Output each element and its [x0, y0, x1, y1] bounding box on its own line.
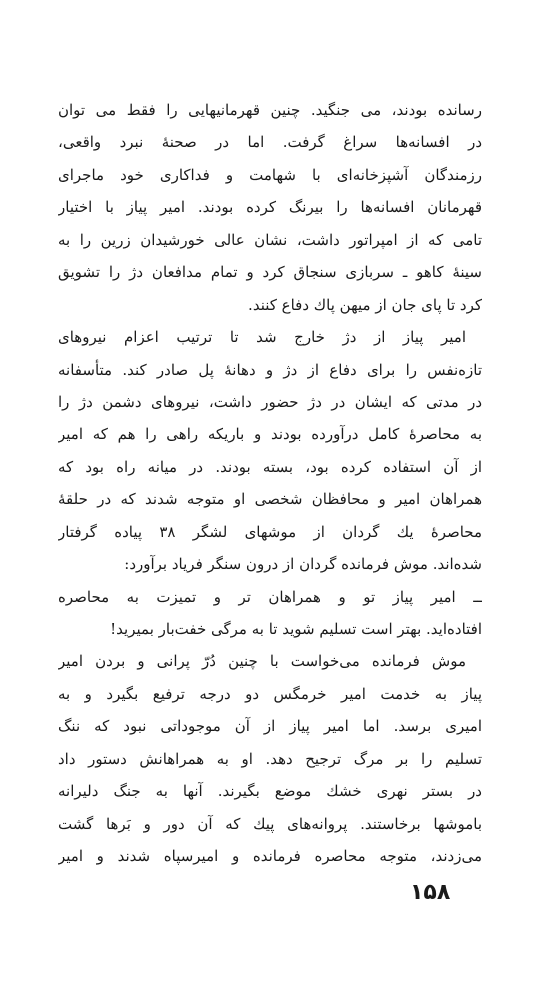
- text-line-5: تامی که از امپراتور داشت، نشان عالی خورشیدان زرین را به: [58, 230, 482, 249]
- text-line-6: سینهٔ کاهو ـ سربازی سنجاق کرد و تمام مدافعان دژ را تشویق: [58, 263, 482, 282]
- text-line-8: امیر پیاز از دژ خارج شد تا ترتیب اعزام نیروهای: [58, 328, 466, 347]
- text-line-12: از آن استفاده کرده بود، بسته بودند. در میانه راه بود که: [58, 457, 482, 476]
- text-line-10: در مدتی که ایشان در دژ حضور داشت، نیروهای دشمن دژ را: [58, 392, 482, 411]
- text-line-20: امیری برسد. اما امیر پیاز از آن موجوداتی نبود که ننگ: [58, 717, 482, 736]
- text-line-14: محاصرهٔ یك گردان از موشهای لشگر ۳۸ پیاده گرفتار: [58, 522, 482, 541]
- text-line-23: باموشها برخاستند. پروانه‌های پیك که آن دور و بَرها گشت: [58, 814, 482, 833]
- text-line-2: در افسانه‌ها سراغ گرفت. اما در صحنهٔ نبرد واقعی،: [58, 133, 482, 152]
- text-line-17: افتاده‌اید. بهتر است تسلیم شوید تا به مرگی خفت‌بار بمیرید!: [110, 620, 482, 638]
- text-line-19: پیاز به خدمت امیر خرمگس دو درجه ترفیع بگیرد و به: [58, 684, 482, 703]
- text-line-13: همراهان امیر و محافظان شخصی او متوجه شدند که در حلقهٔ: [58, 490, 482, 509]
- text-line-18: موش فرمانده می‌خواست با چنین دُرّ پرانی و بردن امیر: [58, 652, 466, 671]
- page-number: ۱۵۸: [410, 880, 451, 905]
- text-line-4: قهرمانان افسانه‌ها را بیرنگ کرده بودند. امیر پیاز با اختیار: [58, 198, 482, 217]
- text-line-24: می‌زدند، متوجه محاصره فرمانده و امیرسپاه شدند و امیر: [58, 847, 482, 866]
- text-line-1: رسانده بودند، می جنگید. چنین قهرمانیهایی را فقط می توان: [58, 101, 482, 119]
- text-line-21: تسلیم را بر مرگ ترجیح دهد. او به همراهانش دستور داد: [58, 749, 482, 768]
- text-line-3: رزمندگان آشپزخانه‌ای با شهامت و فداکاری خود ماجرای: [58, 165, 482, 184]
- body-text: [58, 94, 482, 873]
- text-line-16: ــ امیر پیاز تو و همراهان تر و تمیزت به محاصره: [58, 587, 482, 606]
- text-line-22: در بستر نهری خشك موضع بگیرند. آنها به جنگ دلیرانه: [58, 782, 482, 801]
- text-line-11: به محاصرهٔ کامل درآورده بودند و باریکه راهی را هم که امیر: [58, 425, 482, 444]
- text-line-9: تازه‌نفس را برای دفاع از دژ و دهانهٔ پل صادر کند. متأسفانه: [58, 360, 482, 379]
- text-line-7: کرد تا پای جان از میهن پاك دفاع کنند.: [248, 295, 482, 314]
- text-line-15: شده‌اند. موش فرمانده گردان از درون سنگر فریاد برآورد:: [124, 555, 482, 574]
